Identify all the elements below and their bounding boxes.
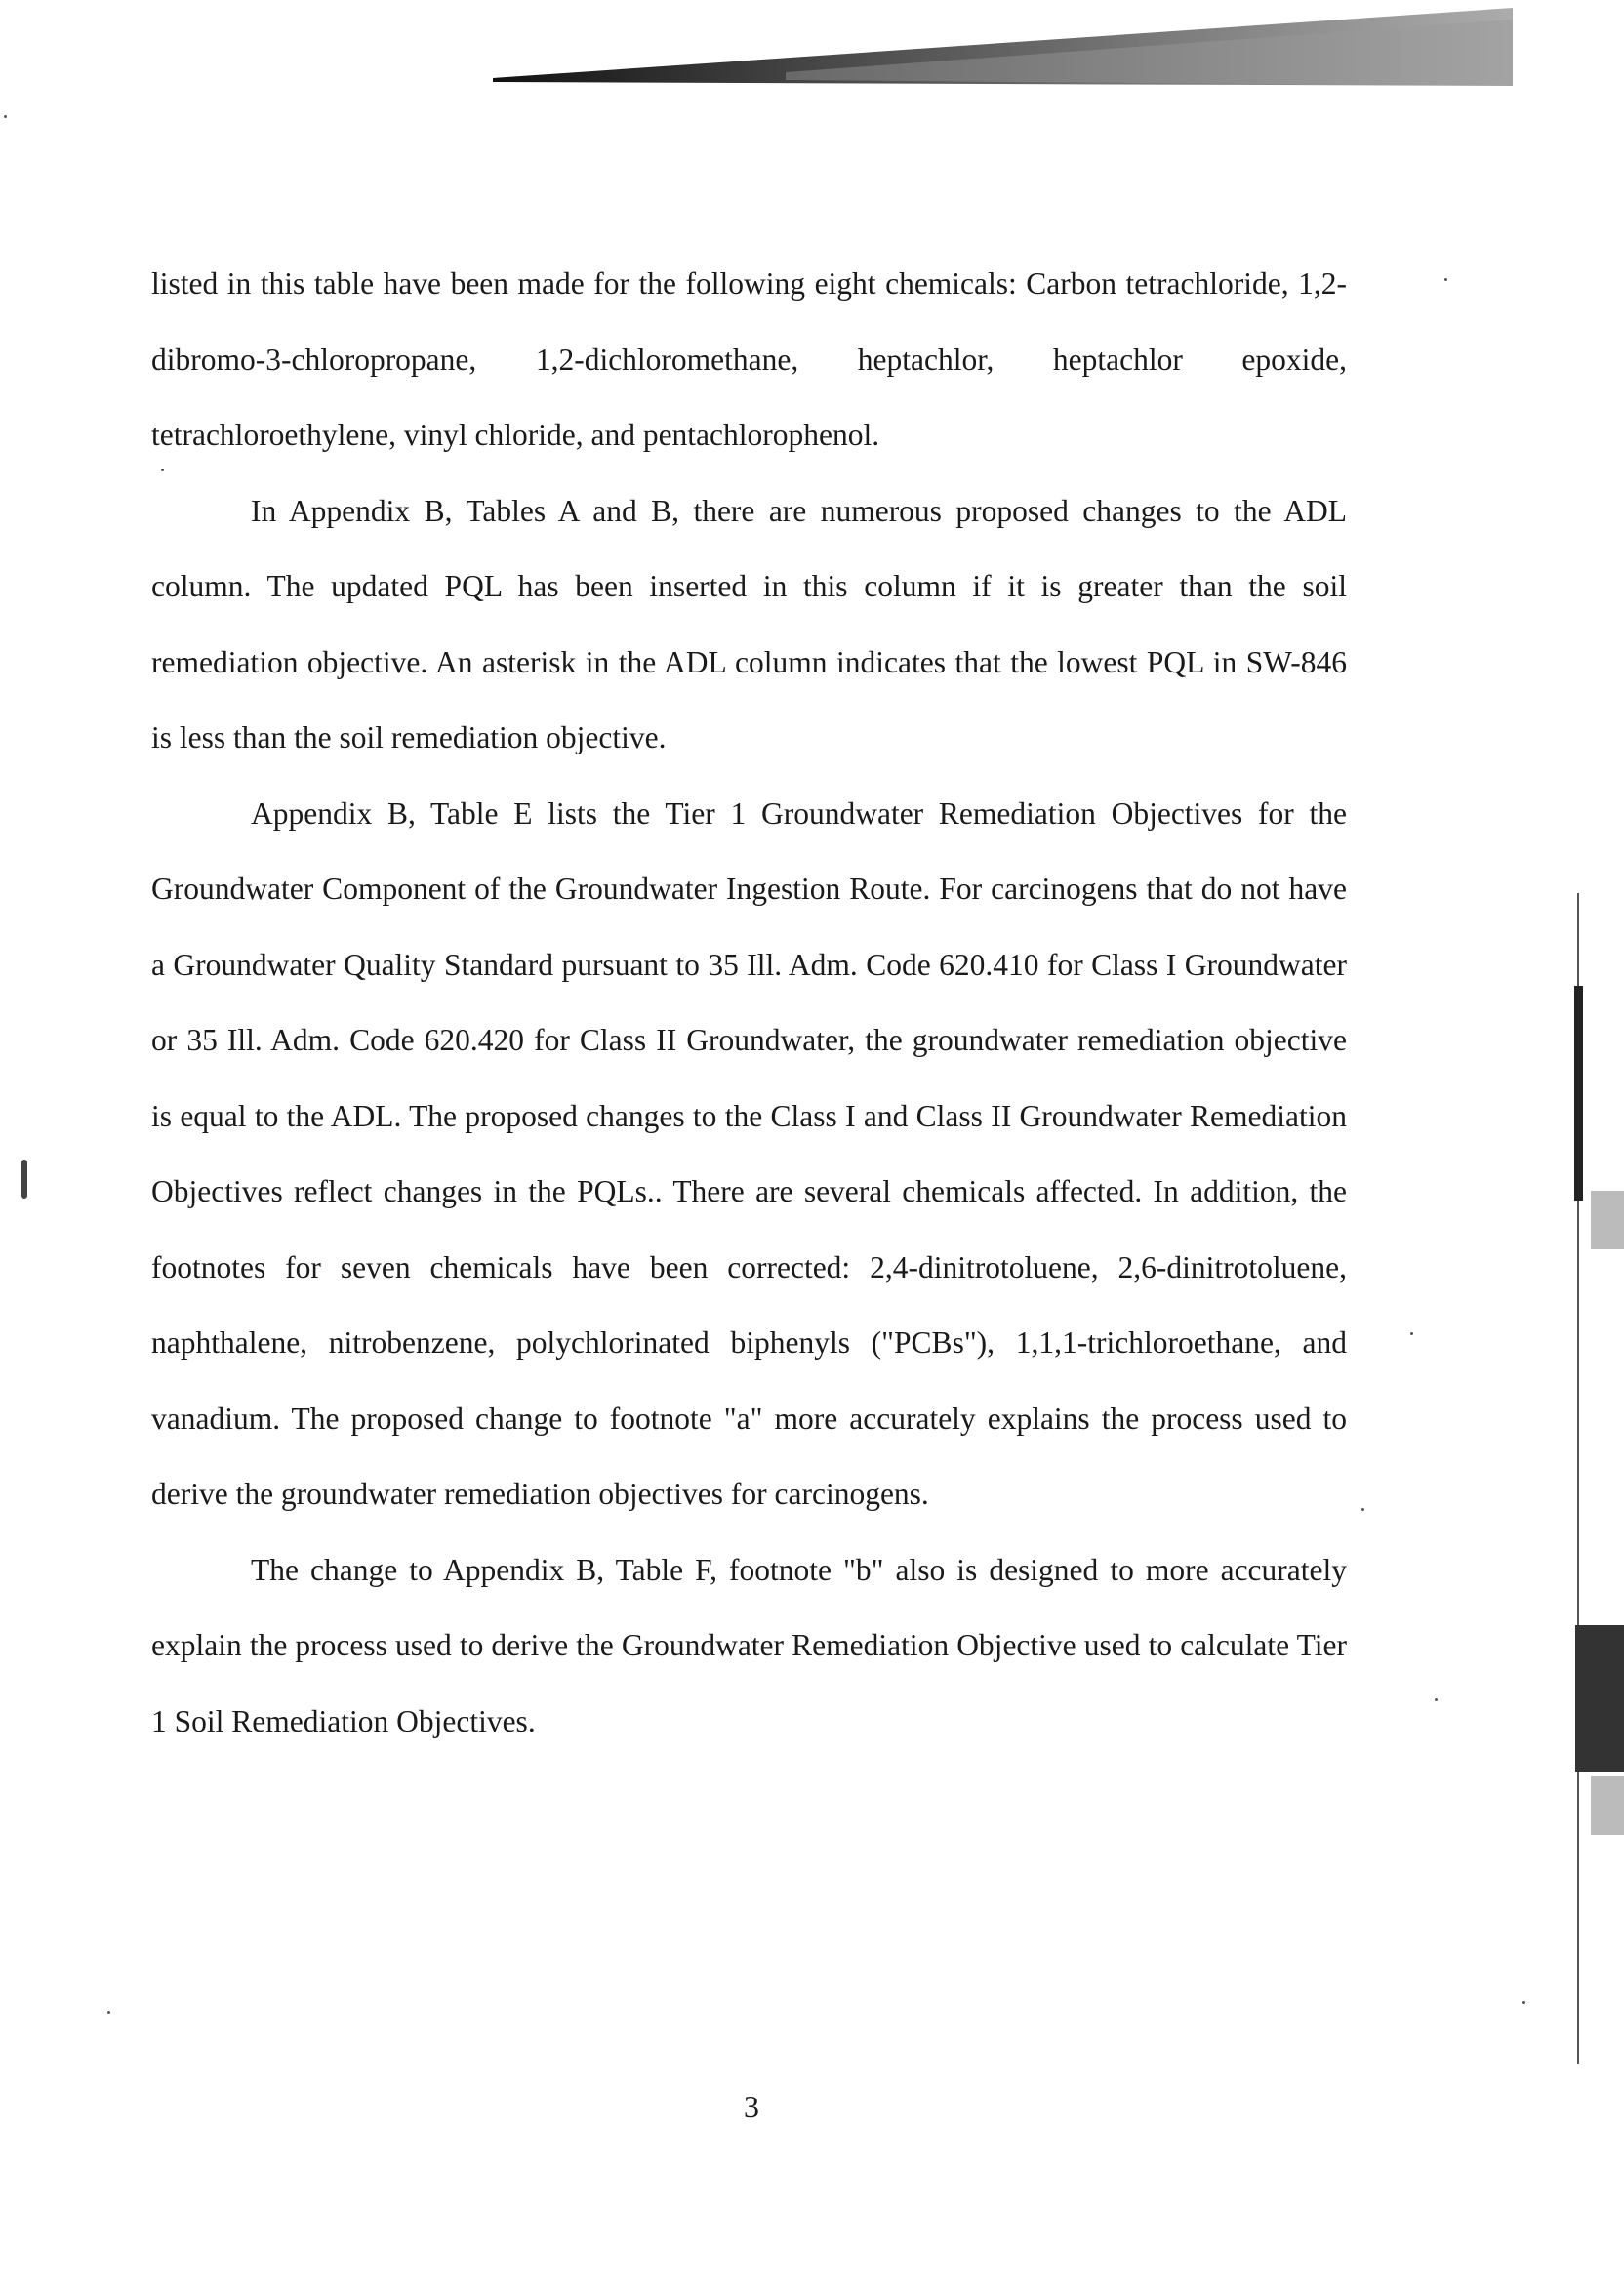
- paragraph-1: listed in this table have been made for the following eight chemicals: Carbon tetrachloride, 1,2-dibromo-3-chloropropane, 1,2-dichloromethane, heptachlor, heptachlor epoxide, tetrachloroethylene, vinyl chloride, and pentachlorophenol.: [151, 266, 1347, 452]
- left-margin-mark: [21, 1160, 27, 1199]
- scan-speck: [1361, 1508, 1364, 1511]
- scan-edge-gray-upper: [1591, 1191, 1624, 1249]
- scan-streak: [493, 0, 1513, 86]
- scan-speck: [4, 115, 7, 118]
- body-text: [151, 246, 1347, 1759]
- paragraph-4: The change to Appendix B, Table F, footnote "b" also is designed to more accurately explain the process used to derive the Groundwater Remediation Objective used to calculate Tier 1 Soil Remediation Objectives.: [151, 1552, 1347, 1738]
- page-number: 3: [744, 2089, 759, 2124]
- scan-speck: [1444, 278, 1447, 281]
- scan-speck: [107, 2011, 110, 2014]
- scan-speck: [1435, 1698, 1438, 1701]
- scan-edge-gray-lower: [1591, 1776, 1624, 1835]
- paragraph-3: Appendix B, Table E lists the Tier 1 Groundwater Remediation Objectives for the Groundwater Component of the Groundwater Ingestion Route. For carcinogens that do not have a Groundwater Quality Standard pursuant to 35 Ill. Adm. Code 620.410 for Class I Groundwater or 35 Ill. Adm. Code 620.420 for Class II Groundwater, the groundwater remediation objective is equal to the ADL. The proposed changes to the Class I and Class II Groundwater Remediation Objectives reflect changes in the PQLs.. There are several chemicals affected. In addition, the footnotes for seven chemicals have been corrected: 2,4-dinitrotoluene, 2,6-dinitrotoluene, naphthalene, nitrobenzene, polychlorinated biphenyls ("PCBs"), 1,1,1-trichloroethane, and vanadium. The proposed change to footnote "a" more accurately explains the process used to derive the groundwater remediation objectives for carcinogens.: [151, 795, 1347, 1511]
- scan-edge-bar-lower: [1575, 1625, 1624, 1772]
- scan-speck: [1522, 2001, 1525, 2004]
- paragraph-2: In Appendix B, Tables A and B, there are numerous proposed changes to the ADL column. The updated PQL has been inserted in this column if it is greater than the soil remediation objective. An asterisk in the ADL column indicates that the lowest PQL in SW-846 is less than the soil remediation objective.: [151, 493, 1347, 754]
- scan-speck: [1410, 1332, 1413, 1335]
- scan-edge-bar-upper: [1574, 986, 1583, 1201]
